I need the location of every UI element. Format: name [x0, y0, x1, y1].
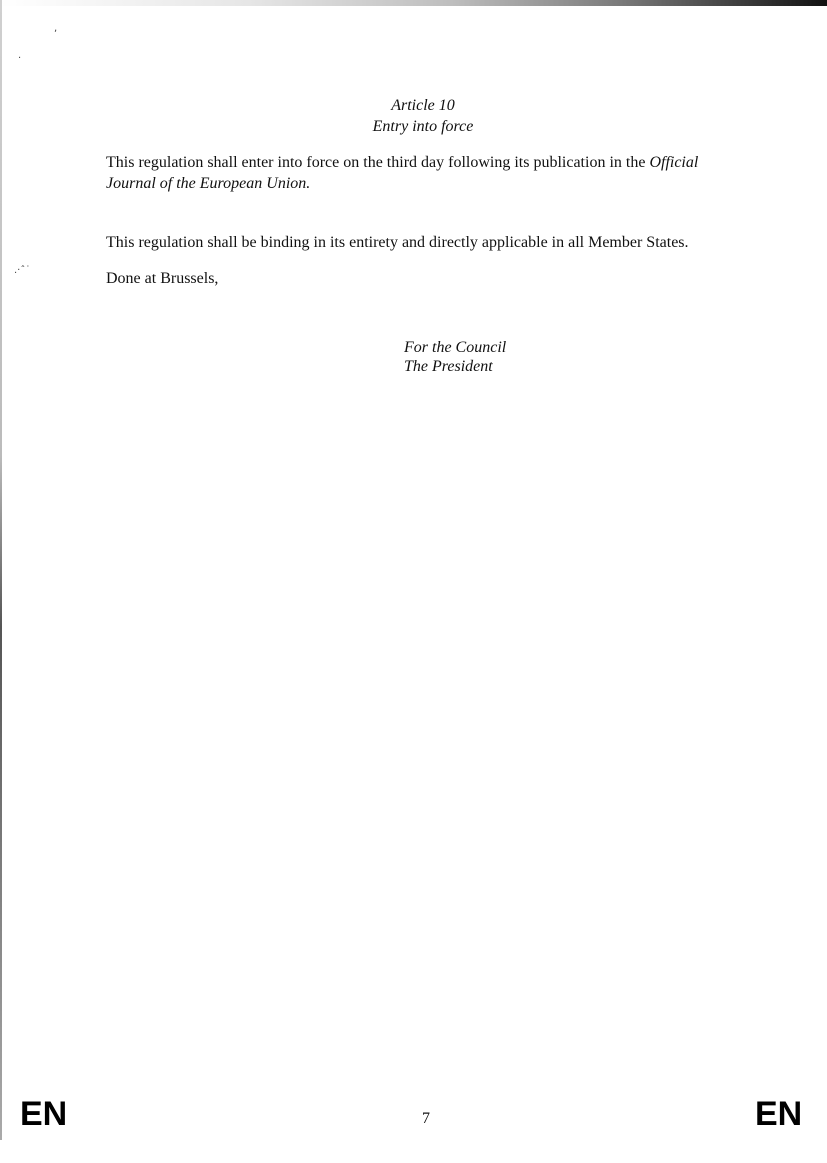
- language-mark-right: EN: [755, 1095, 803, 1133]
- article-number: Article 10: [391, 97, 455, 114]
- journal-name-part1: Official: [649, 154, 699, 171]
- signature-president: The President: [404, 358, 493, 375]
- article-title: Entry into force: [372, 118, 474, 135]
- paragraph-done-at: Done at Brussels,: [106, 270, 219, 287]
- scan-speck: .·ˆ˙: [14, 265, 31, 276]
- paragraph-binding: This regulation shall be binding in its entirety and directly applicable in all Member States.: [106, 234, 689, 251]
- paragraph-text: This regulation shall enter into force on the third day following its publication in the: [106, 154, 650, 171]
- scan-left-edge: [0, 0, 2, 1140]
- language-mark-left: EN: [20, 1095, 68, 1133]
- signature-council: For the Council: [404, 339, 507, 356]
- paragraph-entry-into-force: [106, 152, 746, 194]
- scan-speck: ·: [18, 53, 22, 64]
- page-number: 7: [422, 1110, 430, 1127]
- journal-name-part2: Journal of the European Union.: [106, 175, 311, 192]
- scan-top-border: [0, 0, 827, 6]
- scan-speck: ,: [54, 23, 58, 34]
